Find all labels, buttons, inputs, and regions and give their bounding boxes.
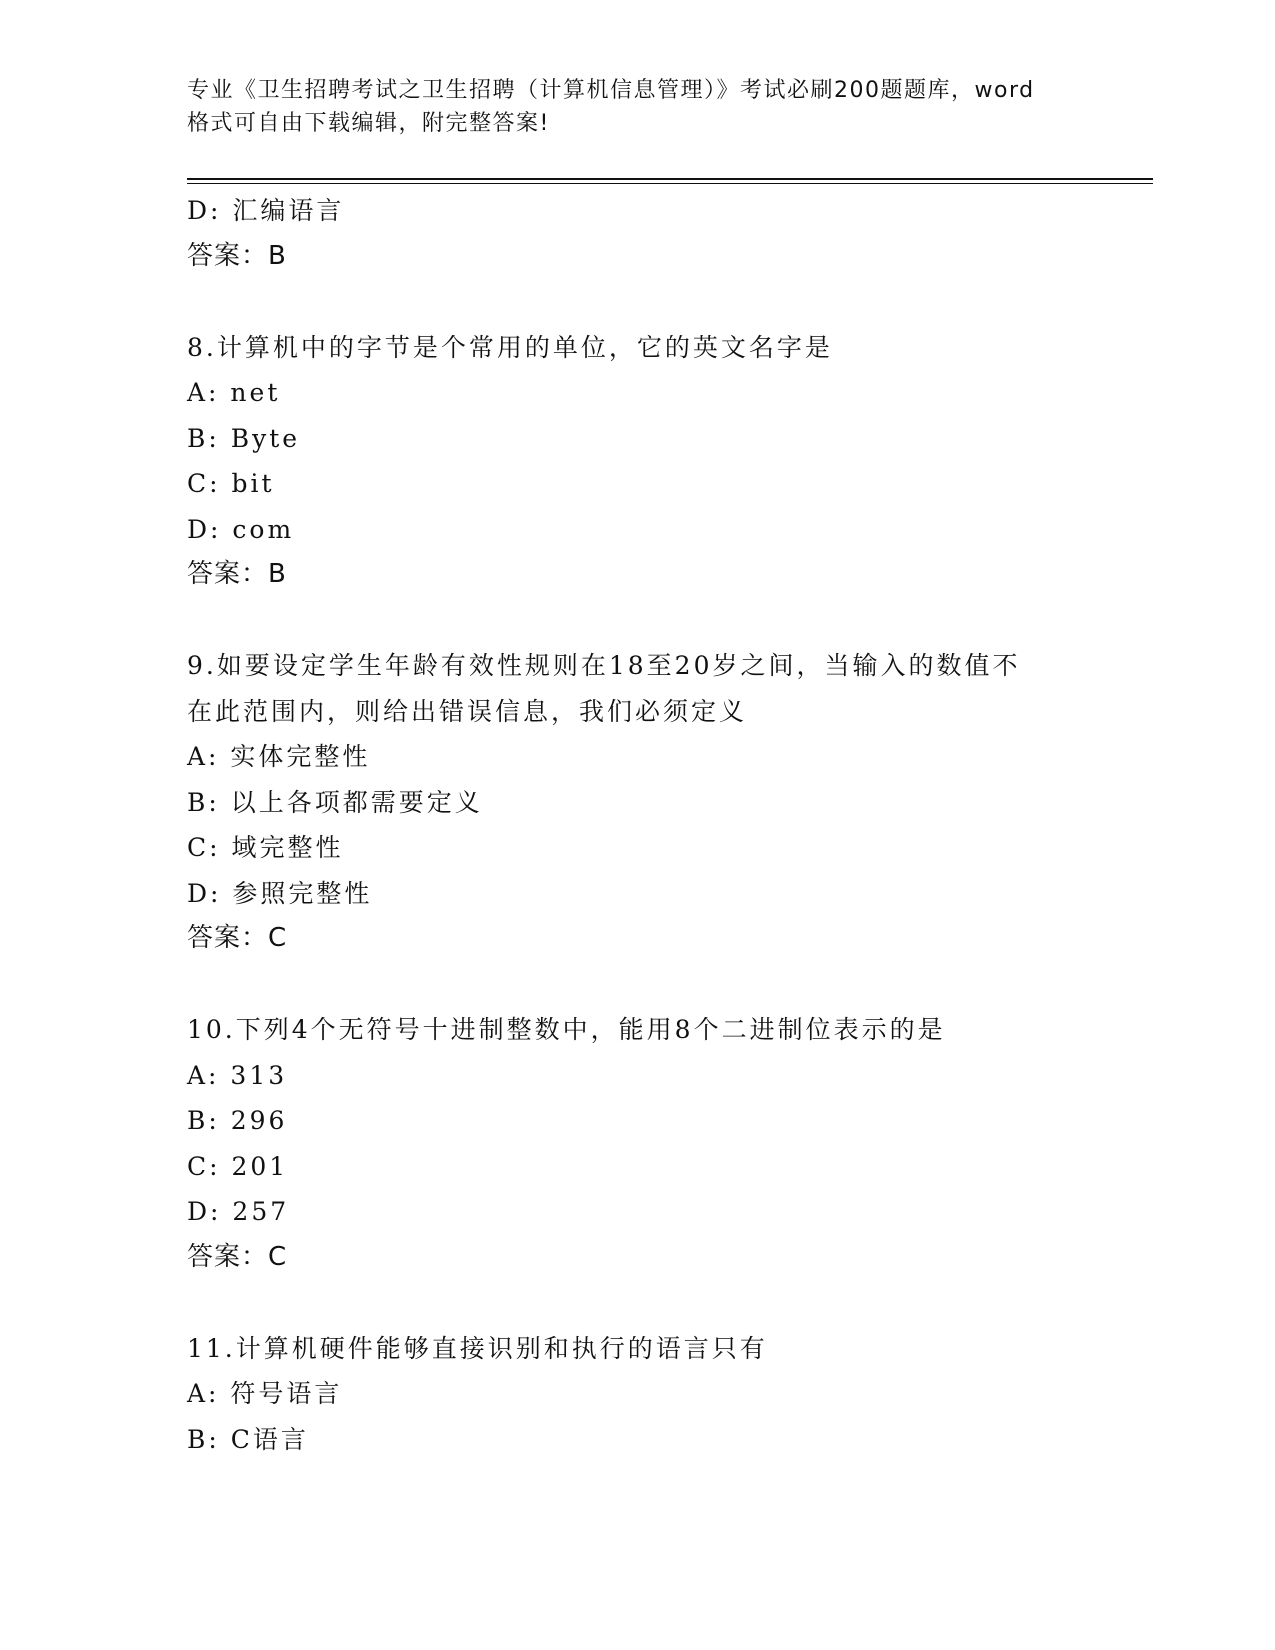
option-b: B: C语言 xyxy=(187,1424,309,1454)
option-d: D: com xyxy=(187,514,295,544)
answer: 答案：C xyxy=(187,923,288,953)
question-stem: 11.计算机硬件能够直接识别和执行的语言只有 xyxy=(187,1333,768,1363)
option-d: D: 参照完整性 xyxy=(187,878,373,908)
question-8 xyxy=(187,325,1153,598)
spacer xyxy=(187,962,1153,1008)
header-line-2: 格式可自由下载编辑，附完整答案! xyxy=(187,111,550,136)
answer: 答案：B xyxy=(187,240,287,271)
answer: 答案：C xyxy=(187,1241,288,1272)
option-a: A: 实体完整性 xyxy=(187,742,371,771)
document-header xyxy=(187,74,1087,140)
question-11 xyxy=(187,1326,1153,1463)
option-b: B: 以上各项都需要定义 xyxy=(187,787,483,817)
option-b: B: 296 xyxy=(187,1106,288,1135)
option-a: A: 符号语言 xyxy=(187,1379,343,1408)
spacer xyxy=(187,1280,1153,1326)
question-9 xyxy=(187,643,1153,962)
header-line-1: 专业《卫生招聘考试之卫生招聘（计算机信息管理）》考试必刷200题题库，word xyxy=(187,78,1035,103)
spacer xyxy=(187,598,1153,644)
option-d: D: 汇编语言 xyxy=(187,196,345,225)
option-a: A: net xyxy=(187,378,281,407)
option-b: B: Byte xyxy=(187,423,301,453)
option-c: C: 域完整性 xyxy=(187,833,344,862)
question-10 xyxy=(187,1007,1153,1280)
spacer xyxy=(187,279,1153,325)
option-c: C: 201 xyxy=(187,1151,289,1181)
option-a: A: 313 xyxy=(187,1060,288,1090)
option-c: C: bit xyxy=(187,469,275,498)
answer: 答案：B xyxy=(187,559,287,589)
question-stem: 10.下列4个无符号十进制整数中，能用8个二进制位表示的是 xyxy=(187,1015,946,1044)
question-list xyxy=(187,188,1153,1462)
question-stem-continued: 在此范围内，则给出错误信息，我们必须定义 xyxy=(187,696,748,726)
question-stem: 8.计算机中的字节是个常用的单位，它的英文名字是 xyxy=(187,332,833,362)
header-divider xyxy=(187,178,1153,184)
question-stem: 9.如要设定学生年龄有效性规则在18至20岁之间，当输入的数值不 xyxy=(187,651,1021,680)
option-d: D: 257 xyxy=(187,1197,290,1226)
